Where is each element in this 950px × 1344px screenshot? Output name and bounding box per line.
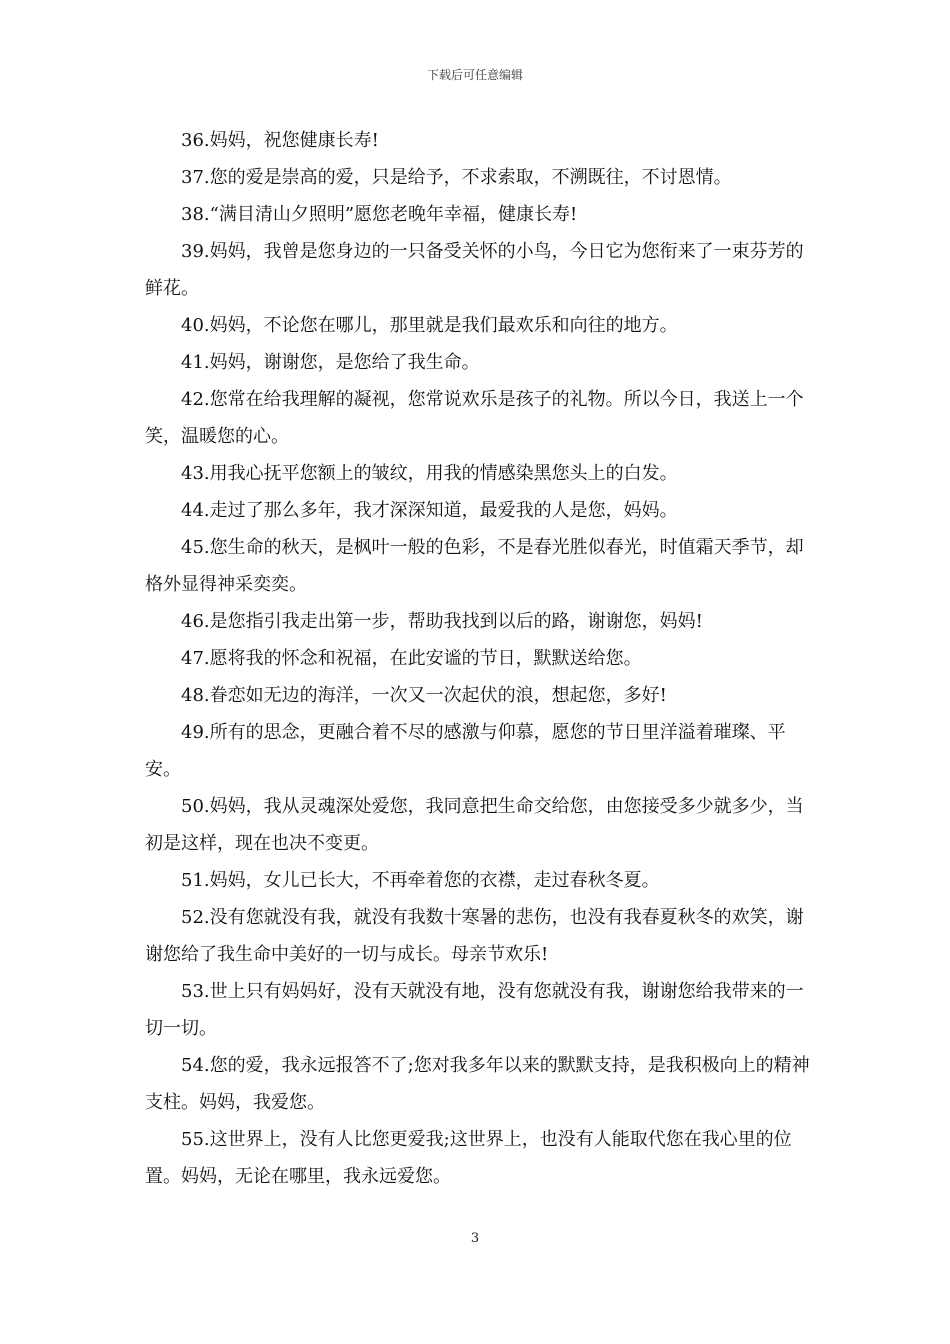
paragraph-38: 38.“满目清山夕照明”愿您老晚年幸福，健康长寿! xyxy=(181,204,578,225)
paragraph-36: 36.妈妈，祝您健康长寿! xyxy=(181,130,379,151)
paragraph-42: 42.您常在给我理解的凝视，您常说欢乐是孩子的礼物。所以今日，我送上一个笑，温暖您的心。 xyxy=(145,389,804,447)
paragraph-37: 37.您的爱是崇高的爱，只是给予，不求索取，不溯既往，不讨恩情。 xyxy=(181,167,732,188)
paragraph-51: 51.妈妈，女儿已长大，不再牵着您的衣襟，走过春秋冬夏。 xyxy=(181,870,660,891)
paragraph-46: 46.是您指引我走出第一步，帮助我找到以后的路，谢谢您，妈妈! xyxy=(181,611,703,632)
paragraph-48: 48.眷恋如无边的海洋，一次又一次起伏的浪，想起您，多好! xyxy=(181,685,667,706)
paragraph-43: 43.用我心抚平您额上的皱纹，用我的情感染黑您头上的白发。 xyxy=(181,463,678,484)
page-header: 下载后可任意编辑 xyxy=(426,68,523,82)
paragraph-54: 54.您的爱，我永远报答不了;您对我多年以来的默默支持，是我积极向上的精神支柱。妈妈，我爱您。 xyxy=(145,1055,810,1113)
paragraph-45: 45.您生命的秋天，是枫叶一般的色彩，不是春光胜似春光，时值霜天季节，却格外显得神采奕奕。 xyxy=(145,537,804,595)
paragraph-41: 41.妈妈，谢谢您，是您给了我生命。 xyxy=(181,352,480,373)
page-number: 3 xyxy=(470,1231,480,1246)
paragraph-40: 40.妈妈，不论您在哪儿，那里就是我们最欢乐和向往的地方。 xyxy=(181,315,678,336)
paragraph-52: 52.没有您就没有我，就没有我数十寒暑的悲伤，也没有我春夏秋冬的欢笑，谢谢您给了我生命中美好的一切与成长。母亲节欢乐! xyxy=(145,907,804,965)
paragraph-55: 55.这世界上，没有人比您更爱我;这世界上，也没有人能取代您在我心里的位置。妈妈，无论在哪里，我永远爱您。 xyxy=(145,1129,792,1187)
paragraph-44: 44.走过了那么多年，我才深深知道，最爱我的人是您，妈妈。 xyxy=(181,500,678,521)
paragraph-39: 39.妈妈，我曾是您身边的一只备受关怀的小鸟，今日它为您衔来了一束芬芳的鲜花。 xyxy=(145,241,804,299)
document-body xyxy=(145,122,817,1195)
paragraph-53: 53.世上只有妈妈好，没有天就没有地，没有您就没有我，谢谢您给我带来的一切一切。 xyxy=(145,981,804,1039)
paragraph-50: 50.妈妈，我从灵魂深处爱您，我同意把生命交给您，由您接受多少就多少，当初是这样，现在也决不变更。 xyxy=(145,796,804,854)
paragraph-49: 49.所有的思念，更融合着不尽的感激与仰慕，愿您的节日里洋溢着璀璨、平安。 xyxy=(145,722,786,780)
paragraph-47: 47.愿将我的怀念和祝福，在此安谧的节日，默默送给您。 xyxy=(181,648,642,669)
